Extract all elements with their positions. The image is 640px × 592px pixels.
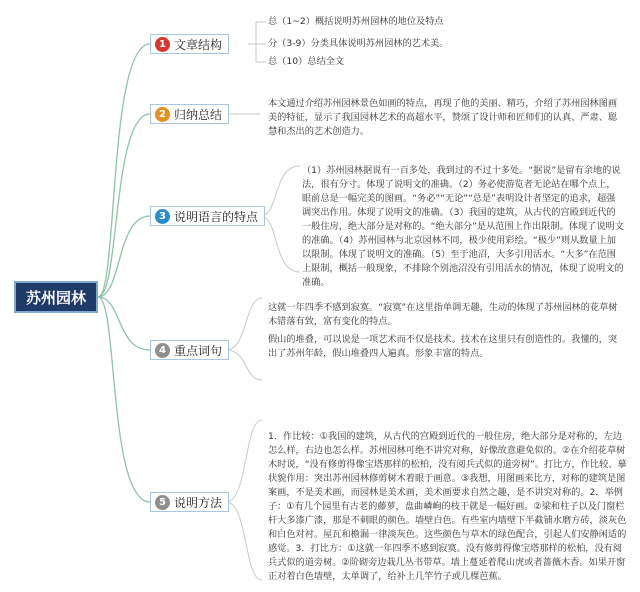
link-structure-leaves [248,22,266,62]
structure-leaf-1: 总（1~2）概括说明苏州园林的地位及特点 [268,16,444,27]
branch-summary[interactable] [150,104,229,124]
branch-label: 归纳总结 [174,107,223,122]
branch-number-badge: 4 [155,343,170,358]
branch-methods[interactable] [150,492,229,512]
branch-number-badge: 3 [155,209,170,224]
root-label: 苏州园林 [25,288,86,307]
branch-number-badge: 1 [155,37,170,52]
link-root-keywords [98,297,150,350]
keywords-item: 这就一年四季不感到寂寞。“寂寞”在这里指单调无趣，生动的体现了苏州园林的花草树木错落有致，富有变化的特点。 [268,302,618,327]
link-root-methods [98,297,150,502]
keywords-leaf [268,301,624,361]
root-node[interactable] [14,281,98,313]
link-root-summary [98,114,150,297]
structure-leaf-2: 分（3-9）分类具体说明苏州园林的艺术美。 [268,38,449,49]
branch-label: 说明方法 [174,495,223,510]
language-leaf: （1）苏州园林据说有一百多处，我到过的不过十多处。“据说”是留有余地的说法，很有分寸。体现了说明文的准确。（2）务必使游览者无论站在哪个点上，眼前总是一幅完美的图画。“务必”“无论”“总是”表明设计者坚定的追求，超强调突出作用。体现了说明文的准确。（3）我国的建筑，从古代的宫殿到近代的一般住房，绝大部分是对称的。“绝大部分”是从范围上作出限制。体现了说明文的准确。（4）苏州园林与北京园林不同，极少使用彩绘。“极少”则从数量上加以限制。体现了说明文的准确。（5）至于池沼，大多引用活水。“大多”在范围上限制，概括一般现象，不排除个别池沼没有引用活水的情况，体现了说明文的准确。 [302,165,624,288]
branch-number-badge: 5 [155,495,170,510]
branch-label: 重点词句 [174,343,223,358]
structure-leaf-3: 总（10）总结全文 [268,56,345,67]
link-methods-leaf [226,420,262,580]
branch-structure[interactable] [150,34,229,54]
summary-leaf: 本文通过介绍苏州园林景色如画的特点，再现了他的美丽、精巧，介绍了苏州园林图画美的特征，显示了我国园林艺术的高超水平，赞颂了设计师和匠师们的认真、严肃、聪慧和杰出的艺术创造力。 [268,98,618,137]
link-language-leaf [260,166,300,272]
branch-label: 文章结构 [174,37,223,52]
branch-label: 说明语言的特点 [174,209,259,224]
branch-language[interactable] [150,206,265,226]
methods-leaf: 1．作比较：①我国的建筑，从古代的宫殿到近代的一般住房，绝大部分是对称的，左边怎么样，右边也怎么样。苏州园林可绝不讲究对称，好像故意避免似的。②在介绍花草树木时说，“没有修剪得像宝塔那样的松柏，没有阅兵式似的道旁树”。打比方，作比较、摹状貌作用：突出苏州园林修剪树木着眼于画意。③我想，用图画来比方，对称的建筑是图案画，不是美术画，而园林是美术画，美术画要求自然之趣，是不讲究对称的。2．举例子：①有几个园里有古老的藤萝，盘曲嶙峋的枝干就是一幅好画。②梁和柱子以及门窗栏杆大多漆广漆，那是不刺眼的颜色。墙壁白色。有些室内墙壁下半截铺水磨方砖，淡灰色和白色对衬。屋瓦和檐漏一律淡灰色。这些颜色与草木的绿色配合，引起人们安静闲适的感觉。3．打比方：①这就一年四季不感到寂寞。没有修剪得像宝塔那样的松柏，没有阅兵式似的道旁树。②阶砌旁边栽几丛书带草。墙上蔓延着爬山虎或者蔷薇木香。如果开窗正对着白色墙壁，太单调了，给补上几竿竹子或几棵芭蕉。 [268,431,627,582]
keywords-item: 假山的堆叠，可以说是一项艺术而不仅是技术。技术在这里只有创造性的。我懂的，突出了苏州年龄，假山堆叠四人遍真。形象丰富的特点。 [268,334,618,359]
link-root-structure [98,44,150,297]
branch-keywords[interactable] [150,340,229,360]
link-keywords-leaf [226,298,262,380]
branch-number-badge: 2 [155,107,170,122]
